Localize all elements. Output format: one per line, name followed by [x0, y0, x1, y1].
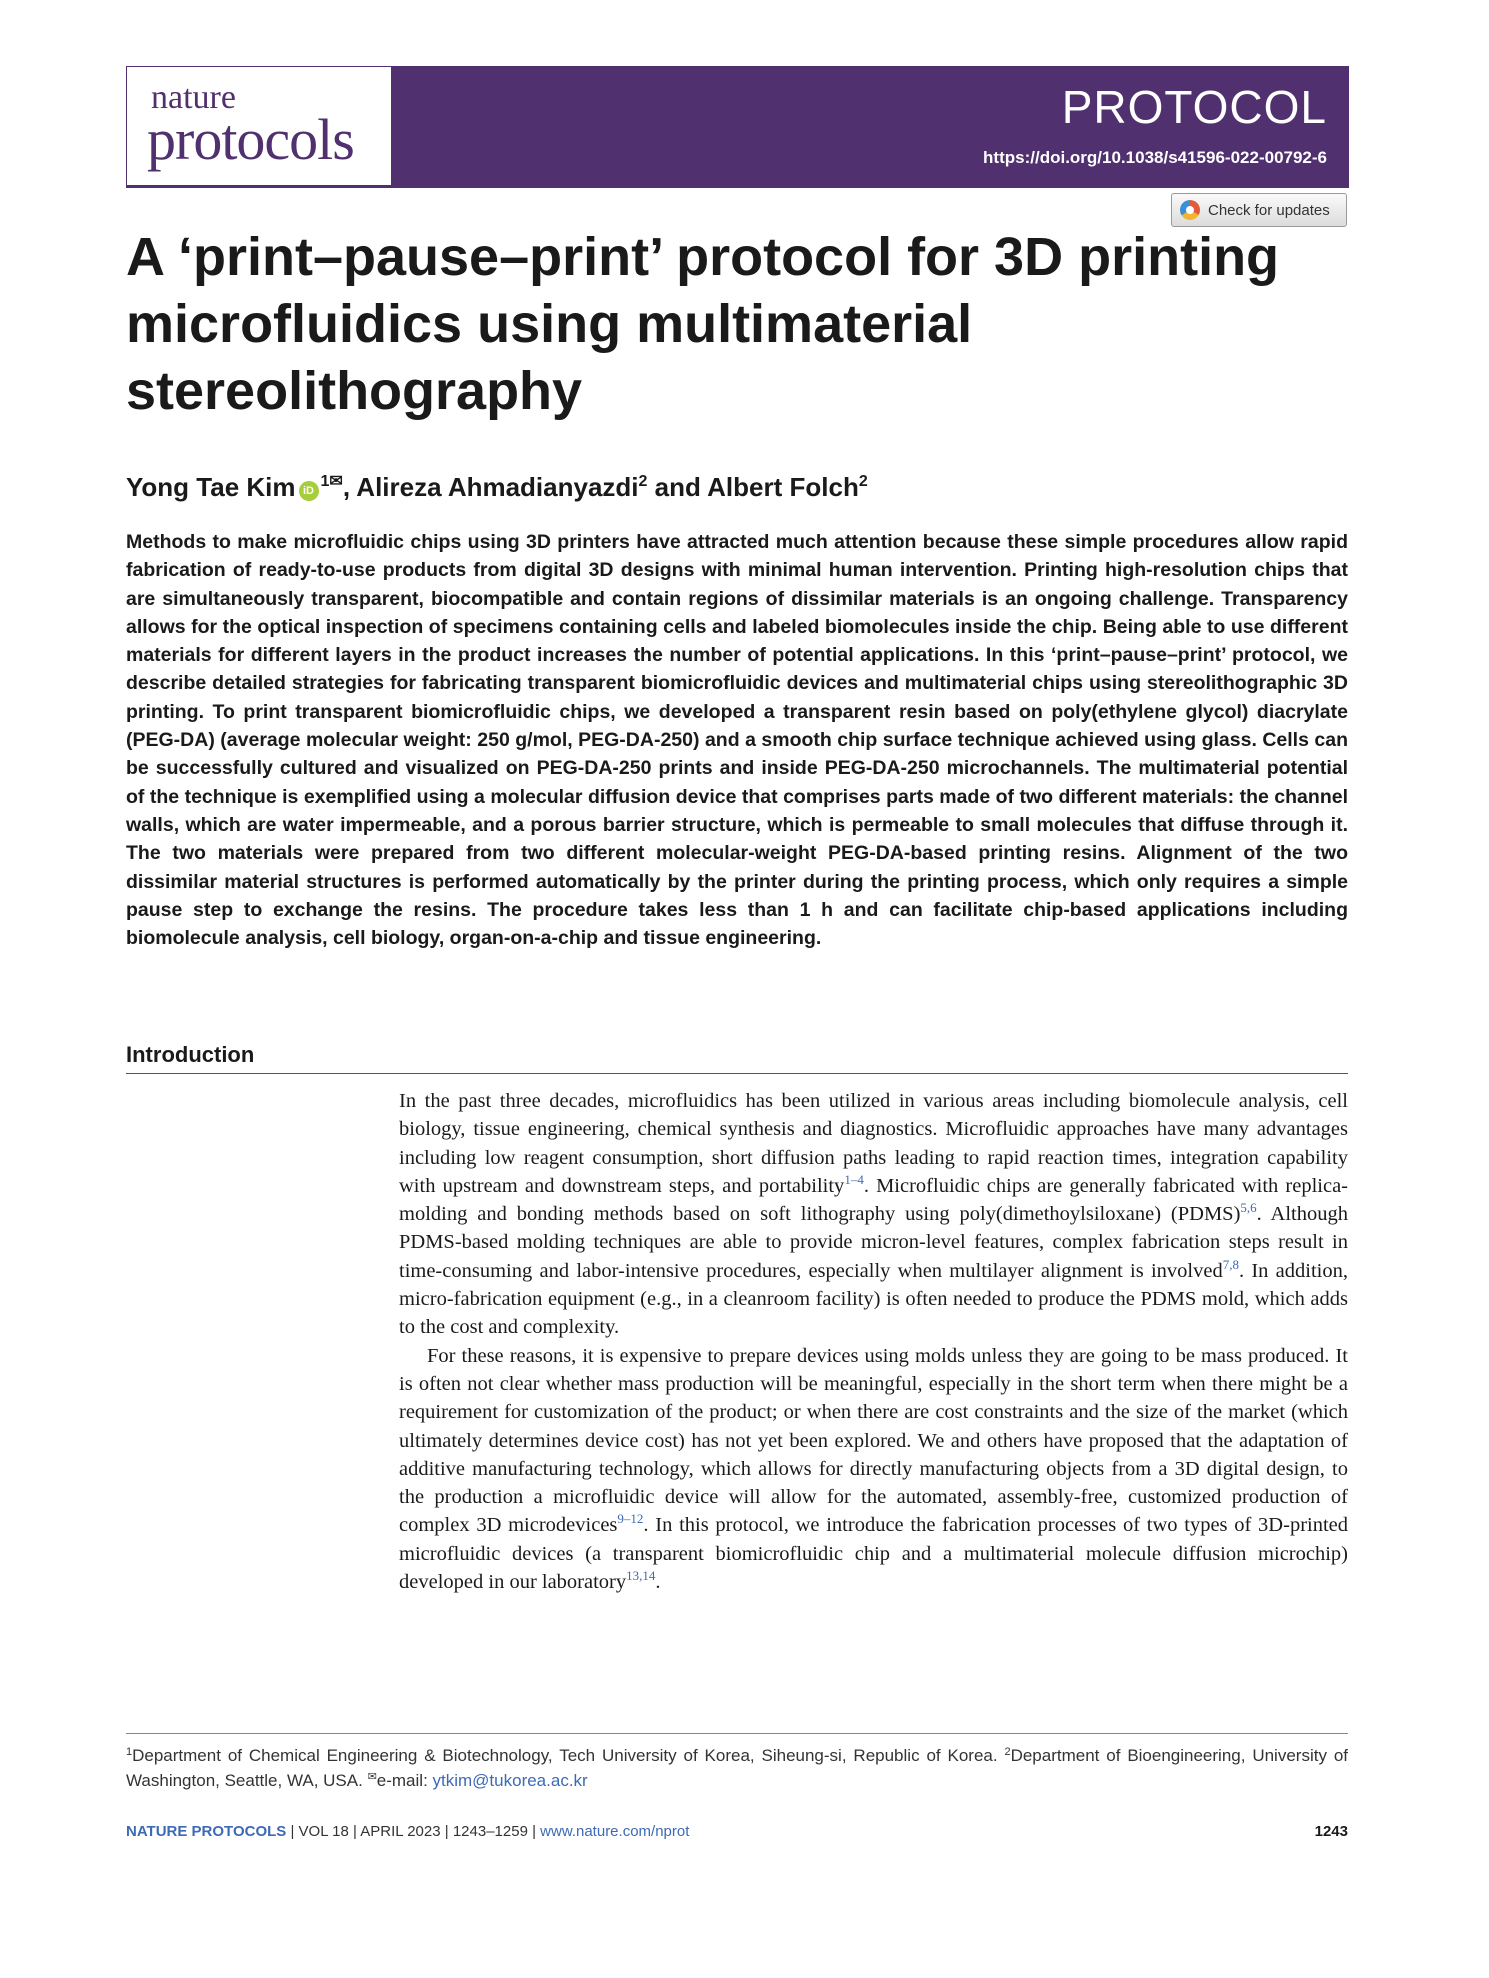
citation-link[interactable]: 13,14	[626, 1568, 656, 1584]
check-for-updates-button[interactable]	[1171, 193, 1347, 227]
affiliation-number: 1	[126, 1746, 133, 1758]
affiliation-text: Department of Chemical Engineering & Biotechnology, Tech University of Korea, Siheung-si, Republic of Korea.	[132, 1746, 1005, 1765]
journal-logo[interactable]	[126, 66, 392, 186]
affiliation-number: 2	[1004, 1746, 1011, 1758]
email-envelope-icon: ✉	[367, 1771, 377, 1783]
logo-nature-text: nature	[151, 79, 236, 116]
introduction-heading: Introduction	[126, 1041, 1348, 1074]
footer-url-link[interactable]: www.nature.com/nprot	[540, 1823, 690, 1840]
footer-pages: 1243–1259	[452, 1823, 528, 1840]
author-separator: and	[647, 472, 708, 502]
author-affiliation: 1	[320, 473, 330, 490]
author-separator: ,	[342, 472, 357, 502]
paragraph	[399, 1087, 1348, 1342]
check-for-updates-label: Check for updates	[1208, 201, 1330, 219]
author-affiliation: 2	[858, 473, 868, 490]
crossmark-icon	[1180, 200, 1200, 220]
paragraph-text: .	[655, 1571, 661, 1594]
page-footer	[126, 1823, 1348, 1840]
author-affiliation: 2	[638, 473, 648, 490]
paragraph-text: . Microfluidic chips are generally fabricated with replica-molding and bonding methods based on soft lithography using poly(dimethoylsiloxane) (PDMS)	[399, 1174, 1349, 1226]
paragraph-text: . In addition, micro-fabrication equipment (e.g., in a cleanroom facility) is often needed to produce the PDMS mold, which adds to the cost and complexity.	[399, 1259, 1348, 1339]
author-name[interactable]: Yong Tae Kim	[126, 472, 296, 502]
citation-link[interactable]: 7,8	[1222, 1256, 1239, 1272]
doi-link[interactable]: https://doi.org/10.1038/s41596-022-00792-6	[983, 148, 1327, 167]
citation-link[interactable]: 9–12	[617, 1511, 644, 1527]
paragraph-text: In the past three decades, microfluidics has been utilized in various areas including biomolecule analysis, cell biology, tissue engineering, chemical synthesis and diagnostics. Microfluidic approaches have many advantages including low reagent consumption, short diffusion paths leading to rapid reaction times, integration capability with upstream and downstream steps, and portability	[399, 1090, 1348, 1197]
affiliations-footnote	[126, 1733, 1348, 1793]
abstract: Methods to make microfluidic chips using 3D printers have attracted much attention because these simple procedures allow rapid fabrication of ready-to-use products from digital 3D designs with minimal human intervention. Printing high-resolution chips that are simultaneously transparent, biocompatible and contain regions of dissimilar materials is an ongoing challenge. Transparency allows for the optical inspection of specimens containing cells and labeled biomolecules inside the chip. Being able to use different materials for different layers in the product increases the number of potential applications. In this ‘print–pause–print’ protocol, we describe detailed strategies for fabricating transparent biomicrofluidic devices and multimaterial chips using stereolithographic 3D printing. To print transparent biomicrofluidic chips, we developed a transparent resin based on poly(ethylene glycol) diacrylate (PEG-DA) (average molecular weight: 250 g/mol, PEG-DA-250) and a smooth chip surface technique achieved using glass. Cells can be successfully cultured and visualized on PEG-DA-250 prints and inside PEG-DA-250 microchannels. The multimaterial potential of the technique is exemplified using a molecular diffusion device that comprises parts made of two different materials: the channel walls, which are water impermeable, and a porous barrier structure, which is permeable to small molecules that diffuse through it. The two materials were prepared from two different molecular-weight PEG-DA-based printing resins. Alignment of the two dissimilar material structures is performed automatically by the printer during the printing process, which only requires a simple pause step to exchange the resins. The procedure takes less than 1 h and can facilitate chip-based applications including biomolecule analysis, cell biology, organ-on-a-chip and tissue engineering.	[126, 531, 1348, 950]
page-number: 1243	[1314, 1823, 1348, 1840]
introduction-body	[399, 1087, 1348, 1596]
email-label: e-mail:	[376, 1771, 433, 1790]
footer-citation: NATURE PROTOCOLS | VOL 18 | APRIL 2023 | 1243–1259 | www.nature.com/nprot	[126, 1823, 690, 1840]
email-envelope-icon[interactable]: ✉	[329, 473, 343, 490]
footer-volume: VOL 18	[298, 1823, 349, 1840]
logo-protocols-text: protocols	[147, 107, 354, 172]
email-link[interactable]: ytkim@tukorea.ac.kr	[432, 1771, 588, 1790]
paragraph-text: . Although PDMS-based molding techniques are able to provide micron-level features, complex fabrication steps result in time-consuming and labor-intensive procedures, especially when multilayer alignment is involved	[399, 1203, 1348, 1282]
author-list	[126, 462, 1226, 507]
citation-link[interactable]: 1–4	[844, 1171, 864, 1187]
paragraph	[399, 1342, 1348, 1597]
paragraph-text: For these reasons, it is expensive to prepare devices using molds unless they are going to be mass produced. It is often not clear whether mass production will be meaningful, especially in the short term when there might be a requirement for customization of the product; or when there are cost constraints and the size of the market (which ultimately determines device cost) has not yet been explored. We and others have proposed that the adaptation of additive manufacturing technology, which allows for directly manufacturing objects from a 3D digital design, to the production a microfluidic device will allow for the automated, assembly-free, customized production of complex 3D microdevices	[399, 1344, 1348, 1537]
affiliation-text: Department of Bioengineering, University of Washington, Seattle, WA, USA.	[126, 1746, 1349, 1790]
article-title: A ‘print–pause–print’ protocol for 3D printing microfluidics using multimaterial stereolithography	[126, 227, 1280, 421]
paragraph-text: . In this protocol, we introduce the fabrication processes of two types of 3D-printed microfluidic devices (a transparent biomicrofluidic chip and a multimaterial molecule diffusion microchip) developed in our laboratory	[399, 1514, 1349, 1594]
footer-journal-name[interactable]: NATURE PROTOCOLS	[126, 1823, 287, 1840]
orcid-icon[interactable]: iD	[299, 481, 319, 501]
journal-header-band	[126, 66, 1349, 188]
article-type-label: PROTOCOL	[1061, 81, 1327, 133]
author-name[interactable]: Albert Folch	[707, 472, 859, 502]
author-name[interactable]: Alireza Ahmadianyazdi	[356, 472, 639, 502]
citation-link[interactable]: 5,6	[1240, 1200, 1257, 1216]
footer-date: APRIL 2023	[360, 1823, 441, 1840]
